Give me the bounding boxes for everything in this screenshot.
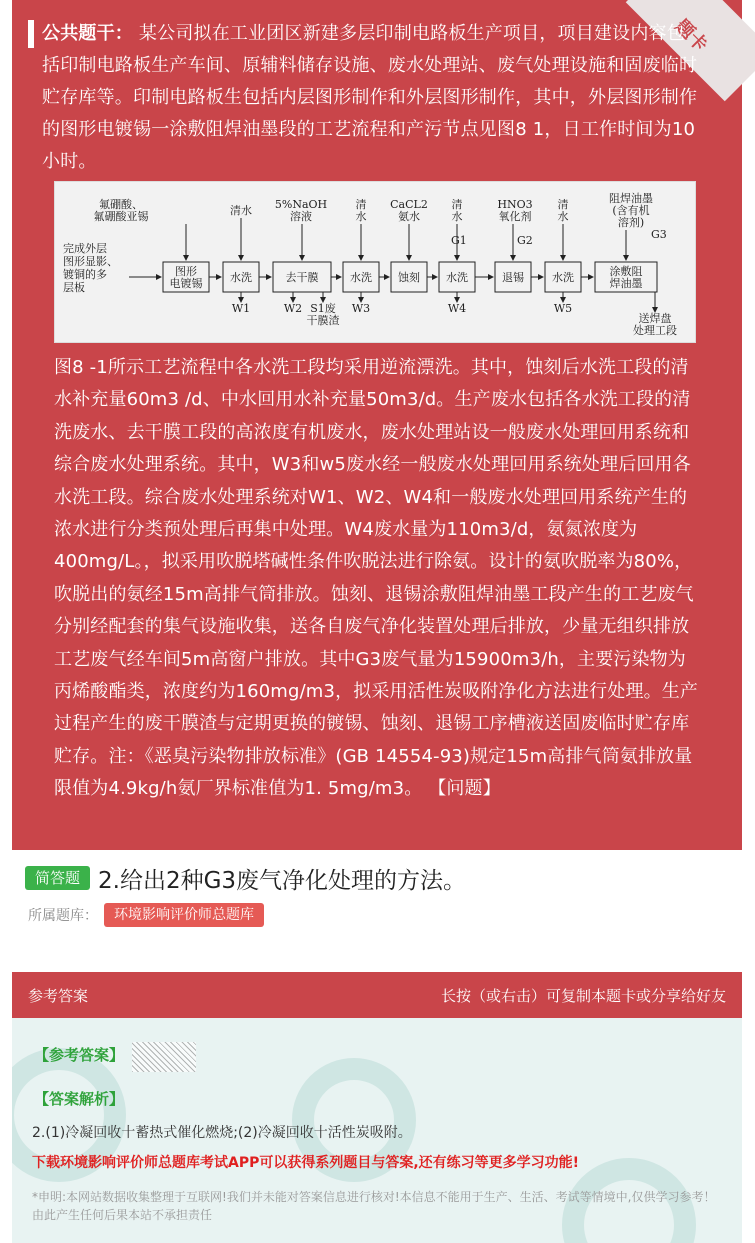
input-label: 氧化剂	[498, 210, 532, 223]
output-label: 送焊盘	[638, 312, 672, 325]
input-label: (含有机	[612, 204, 650, 217]
process-box-label: 水洗	[230, 271, 252, 284]
input-label: 水	[557, 210, 569, 223]
process-box-label: 水洗	[350, 271, 372, 284]
question-text: 2.给出2种G3废气净化处理的方法。	[98, 867, 467, 894]
start-label-line: 完成外层	[63, 242, 107, 255]
start-label-line: 层板	[63, 281, 85, 294]
stem-text: 某公司拟在工业团区新建多层印制电路板生产项目，项目建设内容包括印制电路板生产车间、原辅料储存设施、废水处理站、废气处理设施和固废临时贮存库等。印制电路板生包括内层图形制作和外层图形制作，其中，外层图形制作的图形电镀锡一涂敷阻焊油墨段的工艺流程和产污节点见图8 1，日工作时间为10小时。	[42, 23, 698, 172]
output-label: W2	[283, 302, 303, 315]
question-type-badge: 简答题	[25, 866, 90, 890]
answer-image	[132, 1042, 196, 1072]
start-label-line: 图形显影、	[63, 255, 118, 268]
input-label: 溶液	[290, 210, 312, 223]
gas-labels	[451, 228, 667, 247]
stem-paragraph-2: 图8 -1所示工艺流程中各水洗工段均采用逆流漂洗。其中，蚀刻后水洗工段的清水补充量60m3 /d、中水回用水补充量50m3/d。生产废水包括各水洗工段的清洗废水、去干膜工段的高浓度有机废水，废水处理站设一般废水处理回用系统和综合废水处理系统。其中，W3和w5废水经一般废水处理回用系统处理后回用各水洗工段。综合废水处理系统对W1、W2、W4和一般废水处理回用系统产生的浓水进行分类预处理后再集中处理。W4废水量为110m3/d，氨氮浓度为400mg/L。，拟采用吹脱塔碱性条件吹脱法进行除氨。设计的氨吹脱率为80%，吹脱出的氨经15m高排气筒排放。蚀刻、退锡涂敷阻焊油墨工段产生的工艺废气分别经配套的集气设施收集，送各自废气净化装置处理后排放，少量无组织排放工艺废气经车间5m高窗户排放。其中G3废气量为15900m3/h，主要污染物为丙烯酸酯类，浓度约为160mg/m3，拟采用活性炭吸附净化方法进行处理。生产过程产生的废干膜渣与定期更换的镀锡、蚀刻、退锡工序槽液送固废临时贮存库贮存。注：《恶臭污染物排放标准》(GB 14554-93)规定15m高排气筒氨排放量限值为4.9kg/h氨厂界标准值为1. 5mg/m3。 【问题】	[54, 357, 699, 800]
answer-header-title: 参考答案	[28, 987, 89, 1005]
output-label: 处理工段	[633, 324, 677, 337]
input-label: 清	[557, 198, 569, 211]
input-label: 5%NaOH	[274, 198, 328, 211]
input-label: 溶剂)	[617, 216, 645, 229]
disclaimer: *申明:本网站数据收集整理于互联网!我们并未能对答案信息进行核对!本信息不能用于生产、生活、考试等情境中,仅供学习参考！由此产生任何后果本站不承担责任	[32, 1190, 716, 1222]
process-box-label: 去干膜	[285, 271, 319, 284]
start-label-line: 镀铜的多	[63, 268, 107, 281]
card-ribbon: 题卡	[626, 0, 755, 101]
bank-tag[interactable]: 环境影响评价师总题库	[104, 903, 264, 927]
input-label: 氨水	[398, 210, 420, 223]
input-labels	[94, 191, 654, 260]
answer-body	[12, 1018, 742, 1243]
process-box-label: 涂敷阻	[609, 265, 643, 278]
process-boxes	[129, 262, 657, 292]
output-label: W5	[553, 302, 573, 315]
gas-label: G1	[451, 234, 467, 247]
input-label: 氟硼酸、	[99, 198, 143, 211]
process-box-label: 退锡	[502, 271, 524, 284]
input-label: 水	[451, 210, 463, 223]
stem-bar	[28, 20, 34, 48]
input-label: 阻焊油墨	[609, 192, 653, 205]
input-label: CaCL2	[390, 198, 428, 211]
reference-answer-label: 【参考答案】	[34, 1046, 125, 1064]
input-label: 水	[355, 210, 367, 223]
process-box-label: 焊油墨	[609, 277, 643, 290]
stem-label: 公共题干：	[42, 23, 133, 44]
input-label: 氟硼酸亚锡	[93, 210, 149, 223]
process-box-label: 图形	[175, 265, 197, 278]
answer-header-hint: 长按（或右击）可复制本题卡或分享给好友	[440, 987, 726, 1005]
question-card	[12, 0, 742, 850]
input-label: HNO3	[497, 198, 533, 211]
process-flow-figure	[54, 181, 696, 343]
output-label: W4	[447, 302, 467, 315]
input-label: 清	[451, 198, 463, 211]
gas-label: G2	[517, 234, 533, 247]
process-box-label: 水洗	[446, 271, 468, 284]
analysis-label: 【答案解析】	[34, 1090, 125, 1108]
answer-header	[12, 972, 742, 1018]
question-bank	[28, 903, 264, 927]
input-label: 清	[355, 198, 367, 211]
output-label: 干膜渣	[306, 314, 340, 327]
stem-paragraph	[42, 18, 702, 178]
process-box-label: 水洗	[552, 271, 574, 284]
input-label: 清水	[230, 204, 252, 217]
output-label: S1废	[310, 302, 336, 315]
output-label: W3	[351, 302, 371, 315]
bank-label: 所属题库：	[28, 908, 98, 924]
gas-label: G3	[651, 228, 667, 241]
output-label: W1	[231, 302, 251, 315]
download-promo[interactable]: 下载环境影响评价师总题库考试APP可以获得系列题目与答案,还有练习等更多学习功能!	[32, 1155, 580, 1171]
output-labels	[232, 292, 677, 337]
answer-text: 2.(1)冷凝回收十蓄热式催化燃烧;(2)冷凝回收十活性炭吸附。	[32, 1125, 412, 1141]
process-box-label: 电镀锡	[169, 277, 203, 290]
stem-block	[42, 18, 702, 178]
process-box-label: 蚀刻	[398, 271, 420, 284]
question-row	[25, 861, 745, 895]
start-label	[63, 241, 118, 294]
